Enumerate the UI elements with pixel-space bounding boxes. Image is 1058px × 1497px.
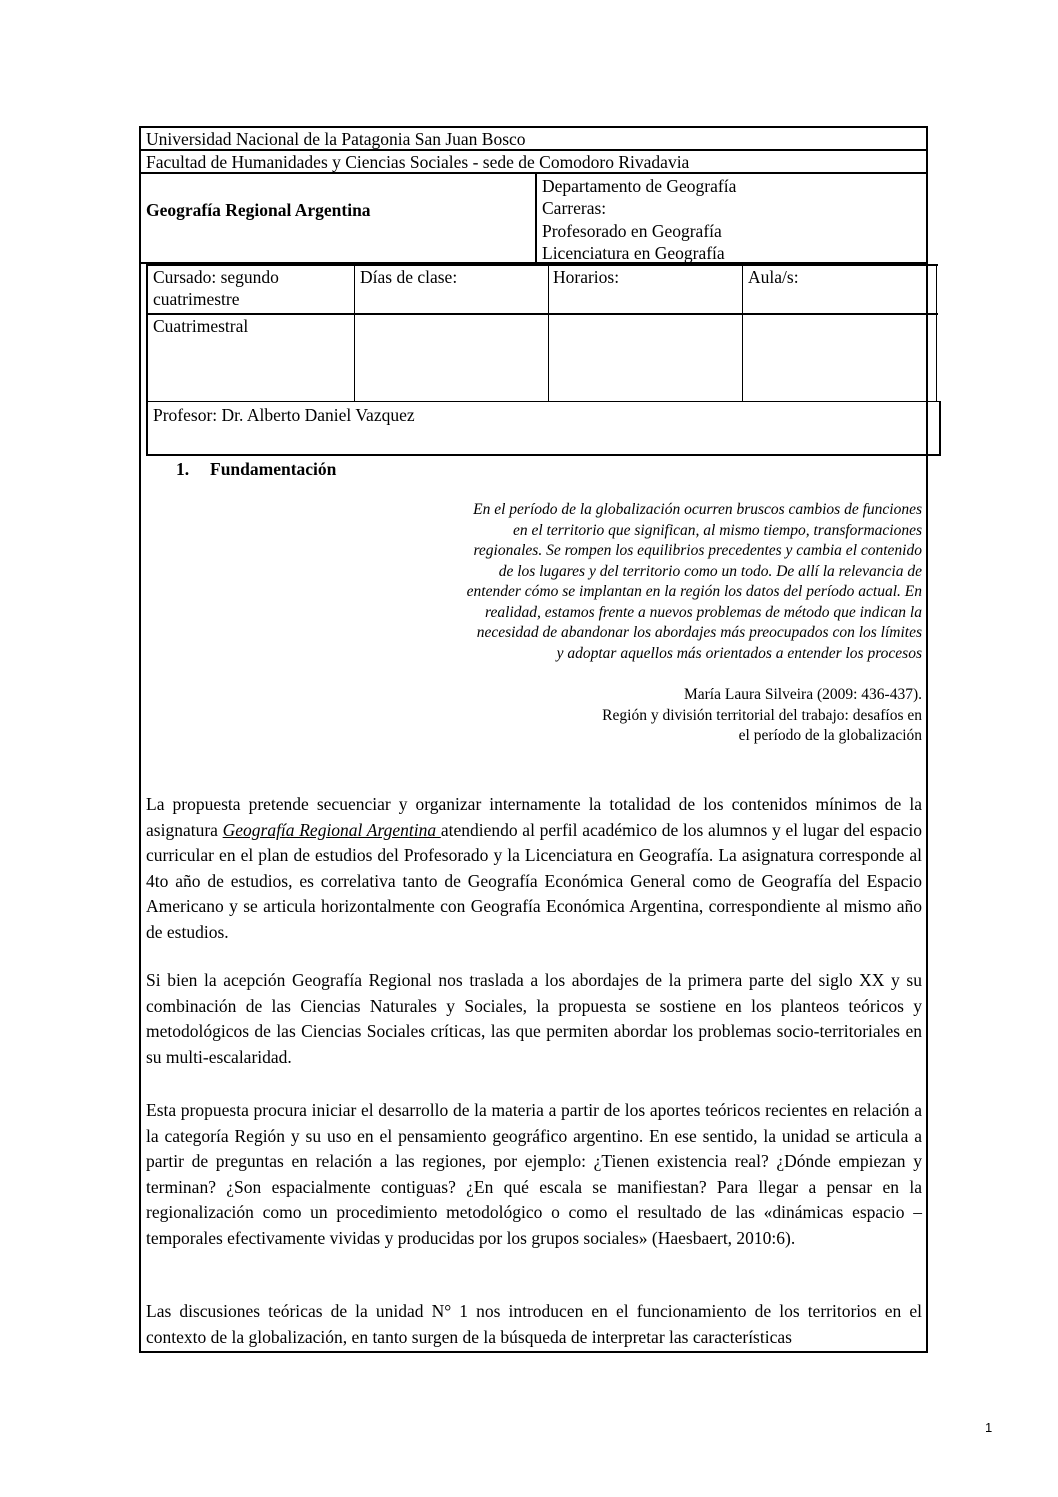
paragraph-4: Las discusiones teóricas de la unidad N° 1 nos introducen en el funcionamiento de los territorios en el contexto de la globalización, en tanto surgen de la búsqueda de interpretar las características bbox=[146, 1301, 922, 1347]
epigraph-line: necesidad de abandonar los abordajes más preocupados con los límites bbox=[476, 624, 922, 641]
epigraph-line: En el período de la globalización ocurren bruscos cambios de funciones bbox=[473, 501, 922, 518]
faculty-name: Facultad de Humanidades y Ciencias Sociales - sede de Comodoro Rivadavia bbox=[146, 152, 690, 172]
classroom-label: Aula/s: bbox=[748, 267, 799, 287]
epigraph-line: de los lugares y del territorio como un todo. De allí la relevancia de bbox=[498, 562, 922, 580]
epigraph-line: realidad, estamos frente a nuevos problemas de método que indican la bbox=[485, 603, 922, 621]
schedule-left-border bbox=[146, 264, 148, 455]
professor-bottom-border bbox=[146, 454, 941, 456]
page-number: 1 bbox=[985, 1420, 993, 1435]
epigraph-quote bbox=[380, 500, 922, 664]
section-number: 1. bbox=[176, 459, 190, 479]
header-column-divider bbox=[535, 172, 537, 263]
professor-name: Profesor: Dr. Alberto Daniel Vazquez bbox=[153, 405, 415, 425]
epigraph-line: entender cómo se implantan en la región los datos del período actual. En bbox=[466, 583, 922, 600]
paragraph-1-end: atendiendo al perfil académico de los alumnos y el lugar del espacio curricular en el plan de estudios del Profesorado y la Licenciatura en Geografía. La asignatura corresponde al 4to año de estudios, es correlativa tanto de Geografía Económica General como de Geografía del Espacio Americano y se articula horizontalmente con Geografía Económica Argentina, correspondiente al mismo año de estudios. bbox=[146, 819, 922, 942]
university-name: Universidad Nacional de la Patagonia San Juan Bosco bbox=[146, 129, 526, 149]
epigraph-line: y adoptar aquellos más orientados a entender los procesos bbox=[556, 644, 922, 662]
course-title-reference: Geografía Regional Argentina bbox=[222, 819, 441, 840]
careers-label: Carreras: bbox=[542, 198, 607, 218]
schedule-right-border bbox=[936, 264, 937, 401]
citation-title-cont: el período de la globalización bbox=[738, 727, 922, 744]
schedule-col-divider-1 bbox=[354, 264, 355, 401]
department-line: Departamento de Geografía bbox=[542, 176, 737, 196]
term-value: Cuatrimestral bbox=[153, 316, 249, 336]
career-profesorado: Profesorado en Geografía bbox=[542, 221, 722, 241]
section-title: Fundamentación bbox=[210, 459, 337, 479]
term-label-cont: cuatrimestre bbox=[153, 289, 240, 309]
epigraph-line: regionales. Se rompen los equilibrios precedentes y cambia el contenido bbox=[473, 542, 922, 559]
citation-title: Región y división territorial del trabajo: desafíos en bbox=[602, 706, 922, 724]
paragraph-3: Esta propuesta procura iniciar el desarrollo de la materia a partir de los aportes teóricos recientes en relación a la categoría Región y su uso en el pensamiento geográfico argentino. En ese sentido, la unidad se articula a partir de preguntas en relación a las regiones, por ejemplo: ¿Tienen existencia real? ¿Dónde empiezan y terminan? ¿Son espacialmente contiguas? ¿En qué escala se manifiestan? Para llegar a pensar en la regionalización como un procedimiento metodológico o como el resultado de las «dinámicas espacio – temporales efectivamente vividas y producidas por los grupos sociales» (Haesbaert, 2010:6). bbox=[146, 1100, 922, 1248]
epigraph-citation bbox=[500, 685, 922, 747]
citation-author: María Laura Silveira (2009: 436-437). bbox=[683, 686, 922, 703]
frame-left-border bbox=[139, 127, 141, 1353]
epigraph-line: en el territorio que significan, al mismo tiempo, transformaciones bbox=[512, 521, 922, 539]
paragraph-1-start: La propuesta pretende secuenciar y organizar internamente la totalidad de los contenidos mínimos de la asignatura bbox=[146, 794, 922, 840]
schedule-col-divider-3 bbox=[742, 264, 743, 401]
paragraph-1 bbox=[146, 792, 922, 945]
frame-bottom-border bbox=[139, 1351, 928, 1353]
schedule-row-divider bbox=[146, 313, 938, 315]
professor-right-border bbox=[939, 401, 941, 456]
paragraph-2: Si bien la acepción Geografía Regional nos traslada a los abordajes de la primera parte del siglo XX y su combinación de las Ciencias Naturales y Sociales, la propuesta se sostiene en los planteos teóricos y metodológicos de las Ciencias Sociales críticas, las que permiten abordar los problemas socio-territoriales en su multi-escalaridad. bbox=[146, 970, 922, 1067]
frame-right-border bbox=[926, 127, 928, 1353]
term-label: Cursado: segundo bbox=[153, 267, 279, 287]
schedule-col-divider-2 bbox=[548, 264, 549, 401]
career-licenciatura: Licenciatura en Geografía bbox=[542, 243, 725, 263]
class-days-label: Días de clase: bbox=[360, 267, 458, 287]
course-title: Geografía Regional Argentina bbox=[146, 200, 371, 220]
schedule-bottom-border bbox=[146, 401, 940, 402]
schedule-hours-label: Horarios: bbox=[553, 267, 620, 287]
